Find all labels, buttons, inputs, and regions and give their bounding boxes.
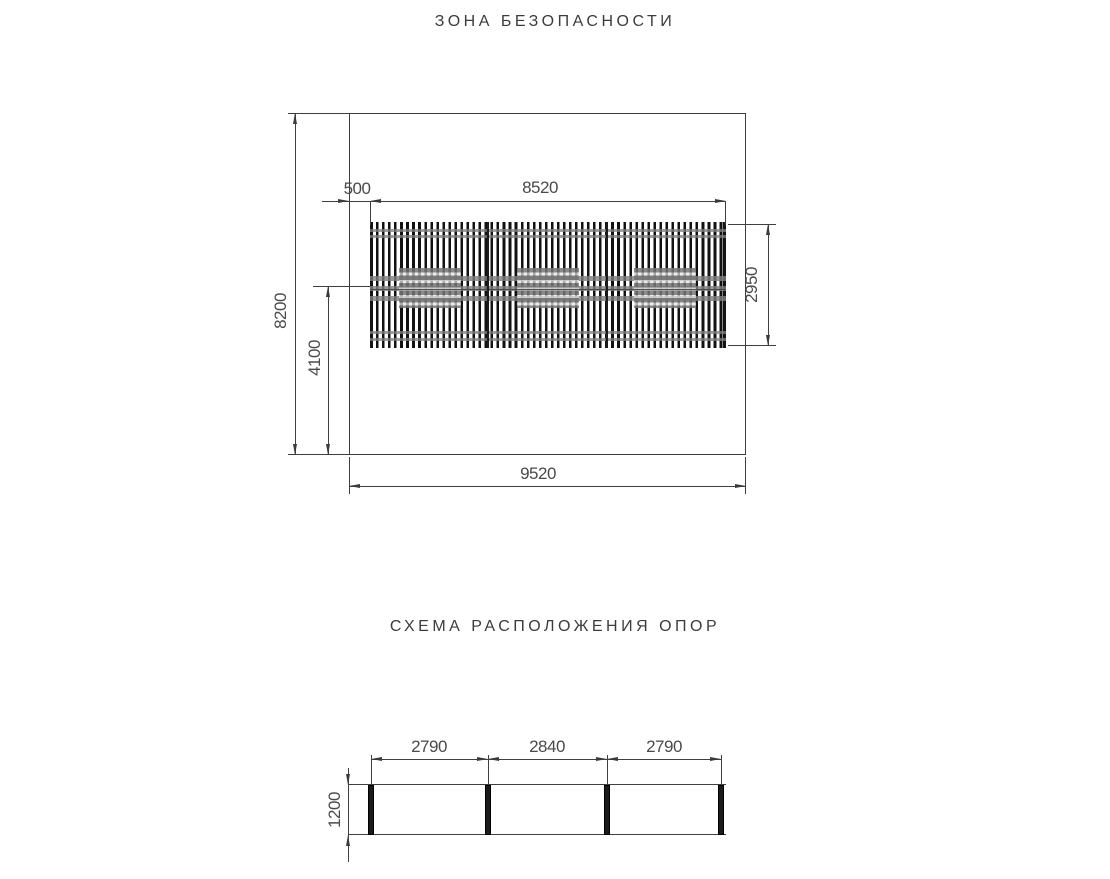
dim-axis-offset-label: 4100 xyxy=(305,340,324,376)
safety-zone-title: ЗОНА БЕЗОПАСНОСТИ xyxy=(434,13,676,30)
extension-line-bottom-left xyxy=(288,454,349,455)
supports-top-line xyxy=(348,784,726,785)
dim-row-depth-label: 1200 xyxy=(325,792,344,828)
structure-right-edge xyxy=(723,222,726,348)
center-axis-line xyxy=(370,289,726,291)
dim-total-width-line xyxy=(349,486,746,487)
pergola-plan-view xyxy=(370,222,726,348)
dim-arrow xyxy=(326,286,330,297)
dim-structure-width-label: 8520 xyxy=(522,178,558,197)
dim-axis-offset-line xyxy=(328,286,329,455)
dim-arrow xyxy=(596,757,607,761)
extension-line-structure-right xyxy=(725,201,726,225)
structure-left-edge xyxy=(370,222,373,348)
dim-span-middle-label: 2840 xyxy=(529,737,565,756)
rail-top-inner xyxy=(370,235,726,238)
support-post-3 xyxy=(604,785,610,835)
dim-arrow xyxy=(735,484,746,488)
extension-line-structure-left xyxy=(370,201,371,225)
dim-arrow xyxy=(346,774,350,785)
dim-arrow xyxy=(293,113,297,124)
dim-arrow xyxy=(293,444,297,455)
rail-bottom-outer xyxy=(370,338,726,341)
support-post-1 xyxy=(368,785,374,835)
rail-top-outer xyxy=(370,229,726,232)
dim-span-right-label: 2790 xyxy=(646,737,682,756)
dim-arrow xyxy=(370,199,381,203)
extension-line-axis xyxy=(313,286,370,287)
supports-layout-title: СХЕМА РАСПОЛОЖЕНИЯ ОПОР xyxy=(389,618,721,635)
extension-line-9520-left xyxy=(349,457,350,494)
dim-arrow xyxy=(488,757,499,761)
dim-spans-line xyxy=(371,759,721,760)
support-post-2 xyxy=(485,785,491,835)
dim-top-line xyxy=(322,201,726,202)
supports-bottom-line xyxy=(348,834,726,835)
dim-span-left-label: 2790 xyxy=(411,737,447,756)
support-post-4 xyxy=(718,785,724,835)
dim-arrow xyxy=(477,757,488,761)
extension-line-top-left xyxy=(288,113,349,114)
dim-arrow xyxy=(607,757,618,761)
dim-arrow xyxy=(338,199,349,203)
dim-arrow xyxy=(371,757,382,761)
dim-arrow xyxy=(326,444,330,455)
dim-arrow xyxy=(766,224,770,235)
dim-arrow xyxy=(766,335,770,346)
extension-line-9520-right xyxy=(745,457,746,494)
dim-structure-depth-label: 2950 xyxy=(742,267,761,303)
dim-arrow xyxy=(346,835,350,846)
extension-line-support-4 xyxy=(721,755,722,785)
dim-total-height-line xyxy=(295,113,296,455)
dim-total-height-label: 8200 xyxy=(271,293,290,329)
panel-divider-2 xyxy=(606,222,608,348)
dim-left-offset-label: 500 xyxy=(343,179,371,198)
dim-arrow xyxy=(349,484,360,488)
panel-divider-1 xyxy=(487,222,489,348)
rail-bottom-inner xyxy=(370,331,726,334)
dim-arrow xyxy=(715,199,726,203)
dim-arrow xyxy=(710,757,721,761)
dim-total-width-label: 9520 xyxy=(520,464,556,483)
dim-structure-depth-line xyxy=(768,224,769,346)
